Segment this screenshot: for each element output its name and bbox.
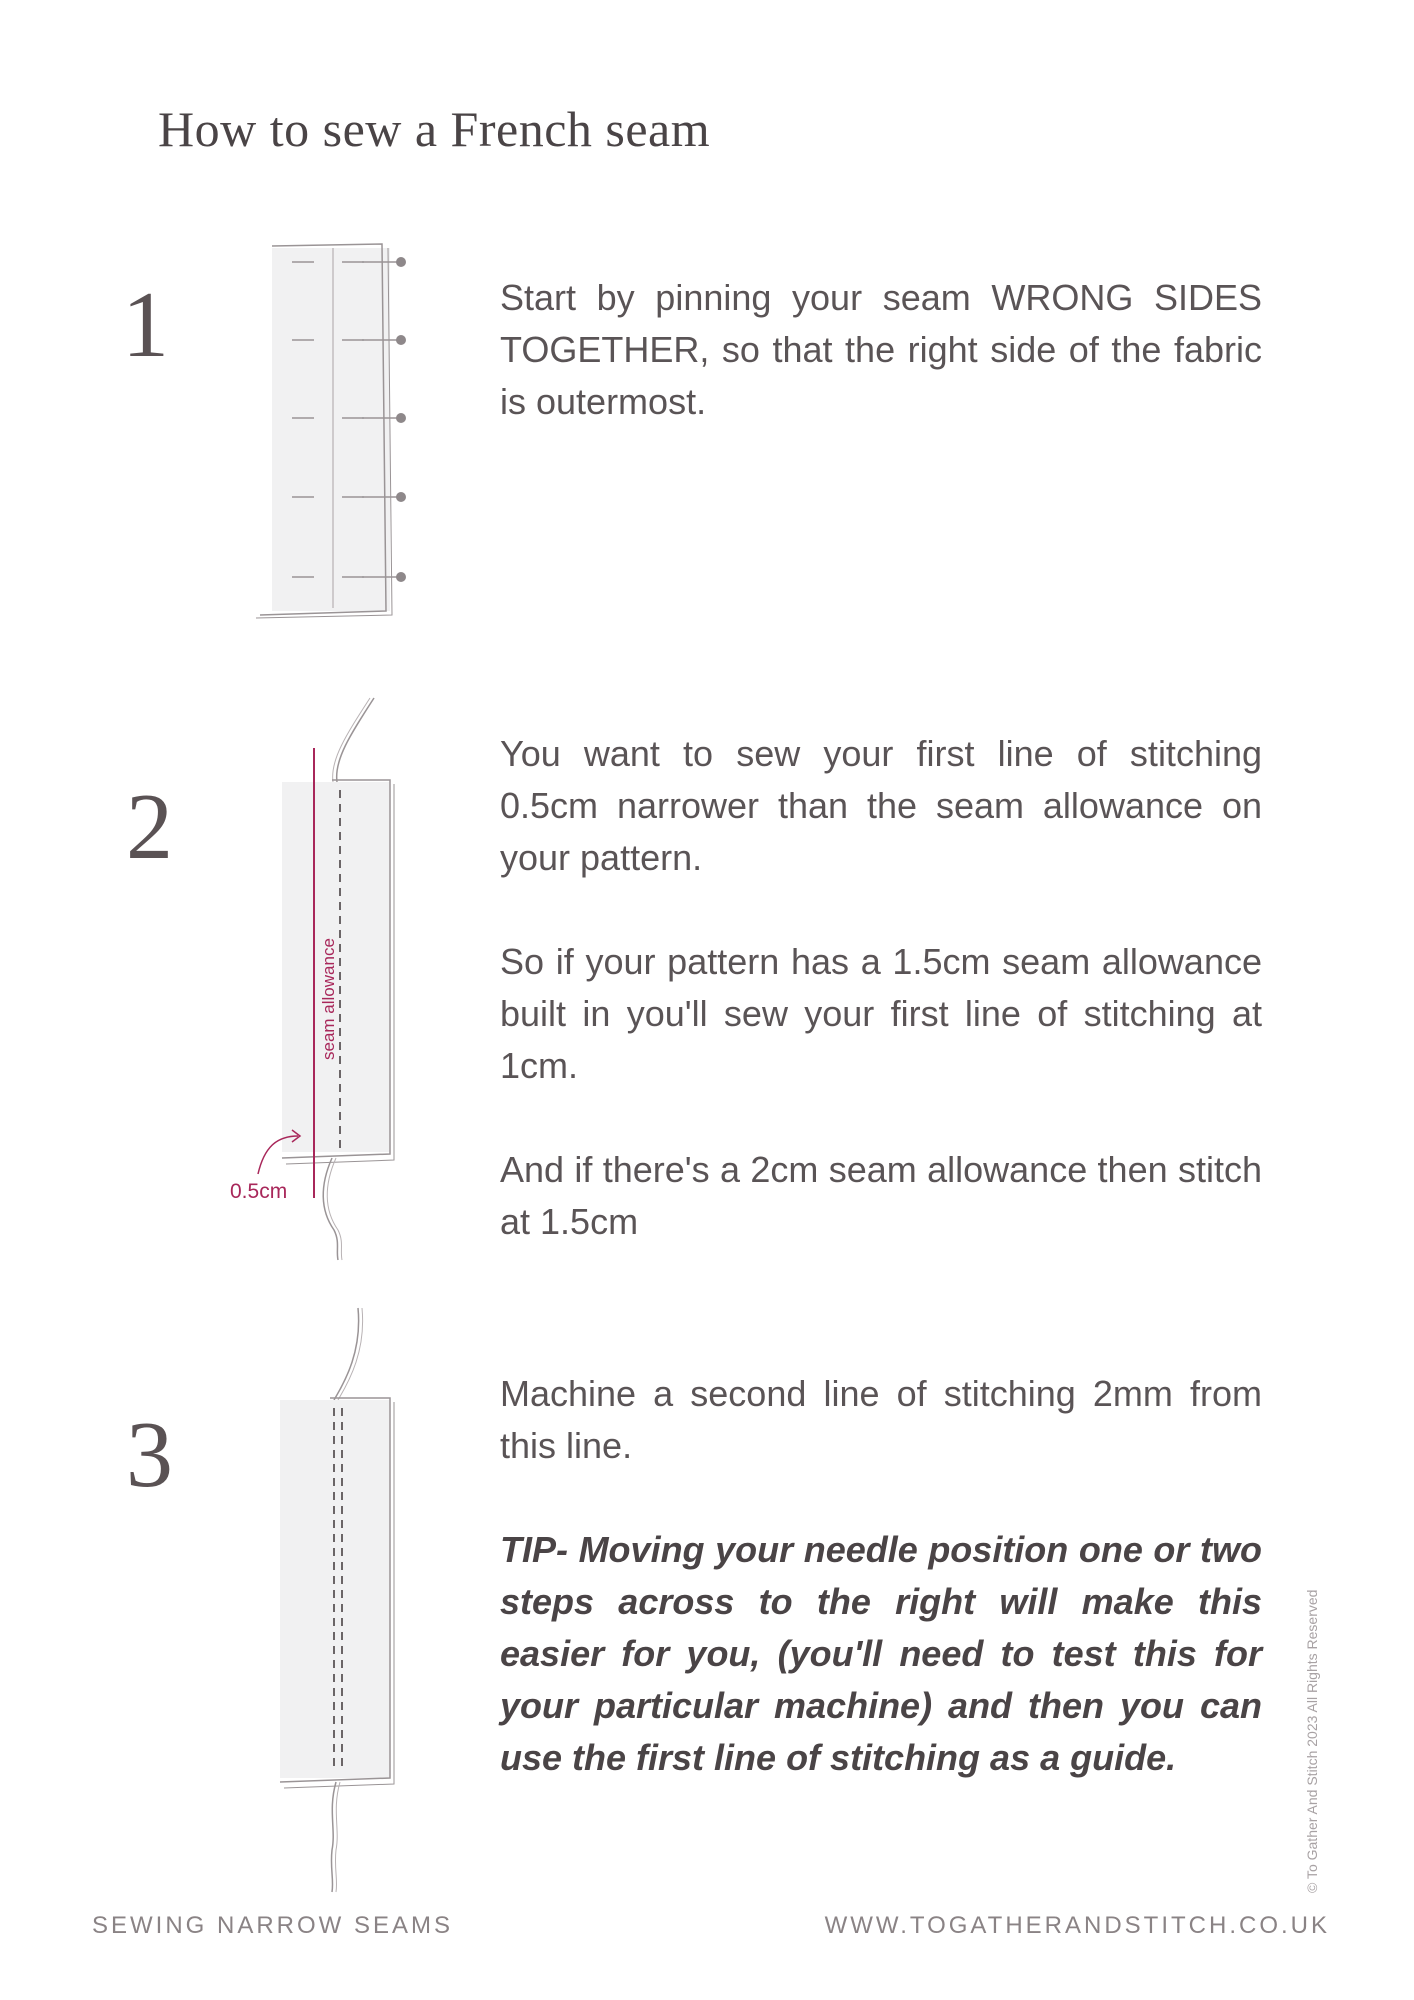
step-2-number: 2 (126, 775, 173, 879)
step-3-second-stitch-illustration (250, 1300, 420, 1900)
step-3-paragraph: Machine a second line of stitching 2mm from this line. (500, 1373, 1262, 1466)
step-2-instructions (500, 728, 1262, 1248)
copyright-notice: © To Gather And Stitch 2023 All Rights Reserved (1304, 1589, 1320, 1893)
step-2-paragraph-3: And if there's a 2cm seam allowance then stitch at 1.5cm (500, 1149, 1262, 1242)
step-2-stitch-line-illustration (210, 690, 420, 1270)
step-3-number: 3 (126, 1403, 173, 1507)
offset-label: 0.5cm (230, 1180, 288, 1203)
step-3-instructions (500, 1368, 1262, 1784)
step-1-instructions (500, 272, 1262, 428)
step-3-tip: TIP- Moving your needle position one or two steps across to the right will make this easier for you, (you'll need to test this for your particular machine) and then you can use the first line of stitching as a guide. (500, 1529, 1262, 1778)
footer-title: SEWING NARROW SEAMS (92, 1912, 454, 1939)
step-1-pinned-seam-illustration (250, 240, 420, 630)
step-2-paragraph-2: So if your pattern has a 1.5cm seam allowance built in you'll sew your first line of stitching at 1cm. (500, 941, 1262, 1086)
page-title: How to sew a French seam (158, 101, 711, 157)
step-2-paragraph-1: You want to sew your first line of stitching 0.5cm narrower than the seam allowance on your pattern. (500, 733, 1262, 878)
footer-website-link[interactable]: WWW.TOGATHERANDSTITCH.CO.UK (824, 1912, 1330, 1939)
step-1-number: 1 (122, 273, 169, 377)
step-1-paragraph: Start by pinning your seam WRONG SIDES TOGETHER, so that the right side of the fabric is outermost. (500, 277, 1262, 422)
seam-allowance-label: seam allowance (319, 938, 338, 1060)
